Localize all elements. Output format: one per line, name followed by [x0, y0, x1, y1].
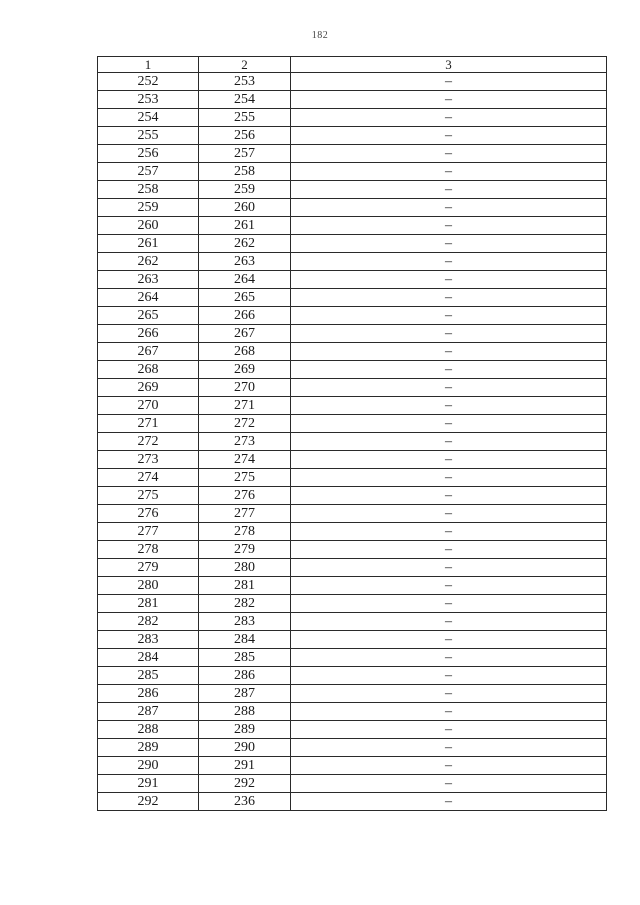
- table-row: [98, 307, 607, 325]
- table-row: [98, 667, 607, 685]
- table-row: [98, 559, 607, 577]
- cell-col-1: 288: [98, 721, 199, 739]
- column-header-1: 1: [98, 57, 199, 73]
- cell-col-2: 278: [199, 523, 291, 541]
- table-row: [98, 523, 607, 541]
- cell-col-3: –: [291, 775, 607, 793]
- cell-col-1: 258: [98, 181, 199, 199]
- cell-col-3: –: [291, 667, 607, 685]
- cell-col-3: –: [291, 505, 607, 523]
- cell-col-3: –: [291, 415, 607, 433]
- cell-col-1: 262: [98, 253, 199, 271]
- cell-col-1: 273: [98, 451, 199, 469]
- table-row: [98, 433, 607, 451]
- cell-col-3: –: [291, 595, 607, 613]
- data-table: [97, 56, 607, 811]
- table-row: [98, 685, 607, 703]
- table-row: [98, 631, 607, 649]
- cell-col-2: 267: [199, 325, 291, 343]
- cell-col-3: –: [291, 523, 607, 541]
- cell-col-2: 236: [199, 793, 291, 811]
- cell-col-2: 264: [199, 271, 291, 289]
- cell-col-3: –: [291, 451, 607, 469]
- table-row: [98, 721, 607, 739]
- cell-col-1: 285: [98, 667, 199, 685]
- cell-col-2: 284: [199, 631, 291, 649]
- table-row: [98, 73, 607, 91]
- cell-col-1: 254: [98, 109, 199, 127]
- cell-col-3: –: [291, 631, 607, 649]
- cell-col-3: –: [291, 577, 607, 595]
- cell-col-2: 291: [199, 757, 291, 775]
- table-row: [98, 649, 607, 667]
- cell-col-2: 289: [199, 721, 291, 739]
- cell-col-3: –: [291, 721, 607, 739]
- cell-col-3: –: [291, 271, 607, 289]
- cell-col-3: –: [291, 361, 607, 379]
- cell-col-2: 283: [199, 613, 291, 631]
- cell-col-1: 292: [98, 793, 199, 811]
- table-row: [98, 379, 607, 397]
- cell-col-2: 268: [199, 343, 291, 361]
- table-row: [98, 487, 607, 505]
- cell-col-2: 285: [199, 649, 291, 667]
- cell-col-3: –: [291, 127, 607, 145]
- cell-col-2: 271: [199, 397, 291, 415]
- table-row: [98, 199, 607, 217]
- cell-col-3: –: [291, 163, 607, 181]
- column-header-2: 2: [199, 57, 291, 73]
- cell-col-2: 256: [199, 127, 291, 145]
- cell-col-1: 272: [98, 433, 199, 451]
- cell-col-2: 266: [199, 307, 291, 325]
- cell-col-3: –: [291, 145, 607, 163]
- cell-col-1: 269: [98, 379, 199, 397]
- cell-col-3: –: [291, 433, 607, 451]
- table-row: [98, 757, 607, 775]
- cell-col-3: –: [291, 109, 607, 127]
- table-row: [98, 613, 607, 631]
- cell-col-2: 277: [199, 505, 291, 523]
- table-row: [98, 469, 607, 487]
- cell-col-1: 274: [98, 469, 199, 487]
- cell-col-1: 279: [98, 559, 199, 577]
- cell-col-3: –: [291, 487, 607, 505]
- cell-col-2: 254: [199, 91, 291, 109]
- cell-col-2: 287: [199, 685, 291, 703]
- table-header: [98, 57, 607, 73]
- header-row: [98, 57, 607, 73]
- cell-col-3: –: [291, 469, 607, 487]
- cell-col-3: –: [291, 559, 607, 577]
- table-row: [98, 343, 607, 361]
- cell-col-1: 283: [98, 631, 199, 649]
- cell-col-1: 287: [98, 703, 199, 721]
- cell-col-2: 282: [199, 595, 291, 613]
- table-row: [98, 289, 607, 307]
- cell-col-1: 291: [98, 775, 199, 793]
- table-row: [98, 235, 607, 253]
- table-row: [98, 271, 607, 289]
- cell-col-1: 268: [98, 361, 199, 379]
- cell-col-3: –: [291, 343, 607, 361]
- cell-col-3: –: [291, 649, 607, 667]
- cell-col-1: 265: [98, 307, 199, 325]
- cell-col-2: 275: [199, 469, 291, 487]
- cell-col-1: 289: [98, 739, 199, 757]
- cell-col-2: 288: [199, 703, 291, 721]
- cell-col-1: 281: [98, 595, 199, 613]
- cell-col-1: 255: [98, 127, 199, 145]
- cell-col-3: –: [291, 181, 607, 199]
- table-row: [98, 127, 607, 145]
- cell-col-1: 282: [98, 613, 199, 631]
- cell-col-1: 256: [98, 145, 199, 163]
- cell-col-2: 274: [199, 451, 291, 469]
- cell-col-2: 286: [199, 667, 291, 685]
- table-row: [98, 181, 607, 199]
- cell-col-3: –: [291, 253, 607, 271]
- cell-col-3: –: [291, 307, 607, 325]
- cell-col-2: 281: [199, 577, 291, 595]
- cell-col-3: –: [291, 685, 607, 703]
- cell-col-1: 286: [98, 685, 199, 703]
- cell-col-2: 265: [199, 289, 291, 307]
- table-row: [98, 253, 607, 271]
- table-row: [98, 217, 607, 235]
- cell-col-3: –: [291, 217, 607, 235]
- cell-col-3: –: [291, 289, 607, 307]
- cell-col-2: 272: [199, 415, 291, 433]
- cell-col-3: –: [291, 91, 607, 109]
- table-row: [98, 577, 607, 595]
- cell-col-2: 261: [199, 217, 291, 235]
- table-row: [98, 145, 607, 163]
- cell-col-1: 267: [98, 343, 199, 361]
- cell-col-2: 260: [199, 199, 291, 217]
- cell-col-1: 280: [98, 577, 199, 595]
- table-row: [98, 793, 607, 811]
- cell-col-2: 262: [199, 235, 291, 253]
- cell-col-2: 255: [199, 109, 291, 127]
- table-row: [98, 91, 607, 109]
- cell-col-2: 263: [199, 253, 291, 271]
- cell-col-2: 276: [199, 487, 291, 505]
- cell-col-1: 266: [98, 325, 199, 343]
- table-row: [98, 775, 607, 793]
- table-row: [98, 595, 607, 613]
- cell-col-1: 259: [98, 199, 199, 217]
- cell-col-3: –: [291, 703, 607, 721]
- cell-col-3: –: [291, 541, 607, 559]
- table-row: [98, 703, 607, 721]
- cell-col-1: 263: [98, 271, 199, 289]
- cell-col-3: –: [291, 397, 607, 415]
- cell-col-3: –: [291, 235, 607, 253]
- table-row: [98, 505, 607, 523]
- cell-col-2: 279: [199, 541, 291, 559]
- cell-col-2: 290: [199, 739, 291, 757]
- table-row: [98, 739, 607, 757]
- cell-col-1: 252: [98, 73, 199, 91]
- cell-col-1: 261: [98, 235, 199, 253]
- cell-col-2: 257: [199, 145, 291, 163]
- cell-col-1: 278: [98, 541, 199, 559]
- cell-col-1: 276: [98, 505, 199, 523]
- cell-col-3: –: [291, 757, 607, 775]
- table-row: [98, 109, 607, 127]
- cell-col-3: –: [291, 325, 607, 343]
- table-row: [98, 451, 607, 469]
- cell-col-2: 292: [199, 775, 291, 793]
- cell-col-1: 277: [98, 523, 199, 541]
- cell-col-1: 253: [98, 91, 199, 109]
- table-row: [98, 397, 607, 415]
- cell-col-3: –: [291, 793, 607, 811]
- table-row: [98, 163, 607, 181]
- cell-col-2: 273: [199, 433, 291, 451]
- table-row: [98, 361, 607, 379]
- cell-col-2: 258: [199, 163, 291, 181]
- cell-col-1: 257: [98, 163, 199, 181]
- cell-col-3: –: [291, 379, 607, 397]
- cell-col-1: 290: [98, 757, 199, 775]
- cell-col-3: –: [291, 739, 607, 757]
- cell-col-2: 269: [199, 361, 291, 379]
- table-row: [98, 415, 607, 433]
- cell-col-1: 275: [98, 487, 199, 505]
- cell-col-1: 284: [98, 649, 199, 667]
- table-row: [98, 325, 607, 343]
- cell-col-1: 271: [98, 415, 199, 433]
- column-header-3: 3: [291, 57, 607, 73]
- cell-col-2: 259: [199, 181, 291, 199]
- table-row: [98, 541, 607, 559]
- table-body: [98, 73, 607, 811]
- cell-col-1: 264: [98, 289, 199, 307]
- cell-col-2: 270: [199, 379, 291, 397]
- cell-col-3: –: [291, 199, 607, 217]
- cell-col-1: 260: [98, 217, 199, 235]
- cell-col-3: –: [291, 613, 607, 631]
- cell-col-2: 280: [199, 559, 291, 577]
- page-number: 182: [311, 30, 329, 41]
- cell-col-3: –: [291, 73, 607, 91]
- cell-col-1: 270: [98, 397, 199, 415]
- cell-col-2: 253: [199, 73, 291, 91]
